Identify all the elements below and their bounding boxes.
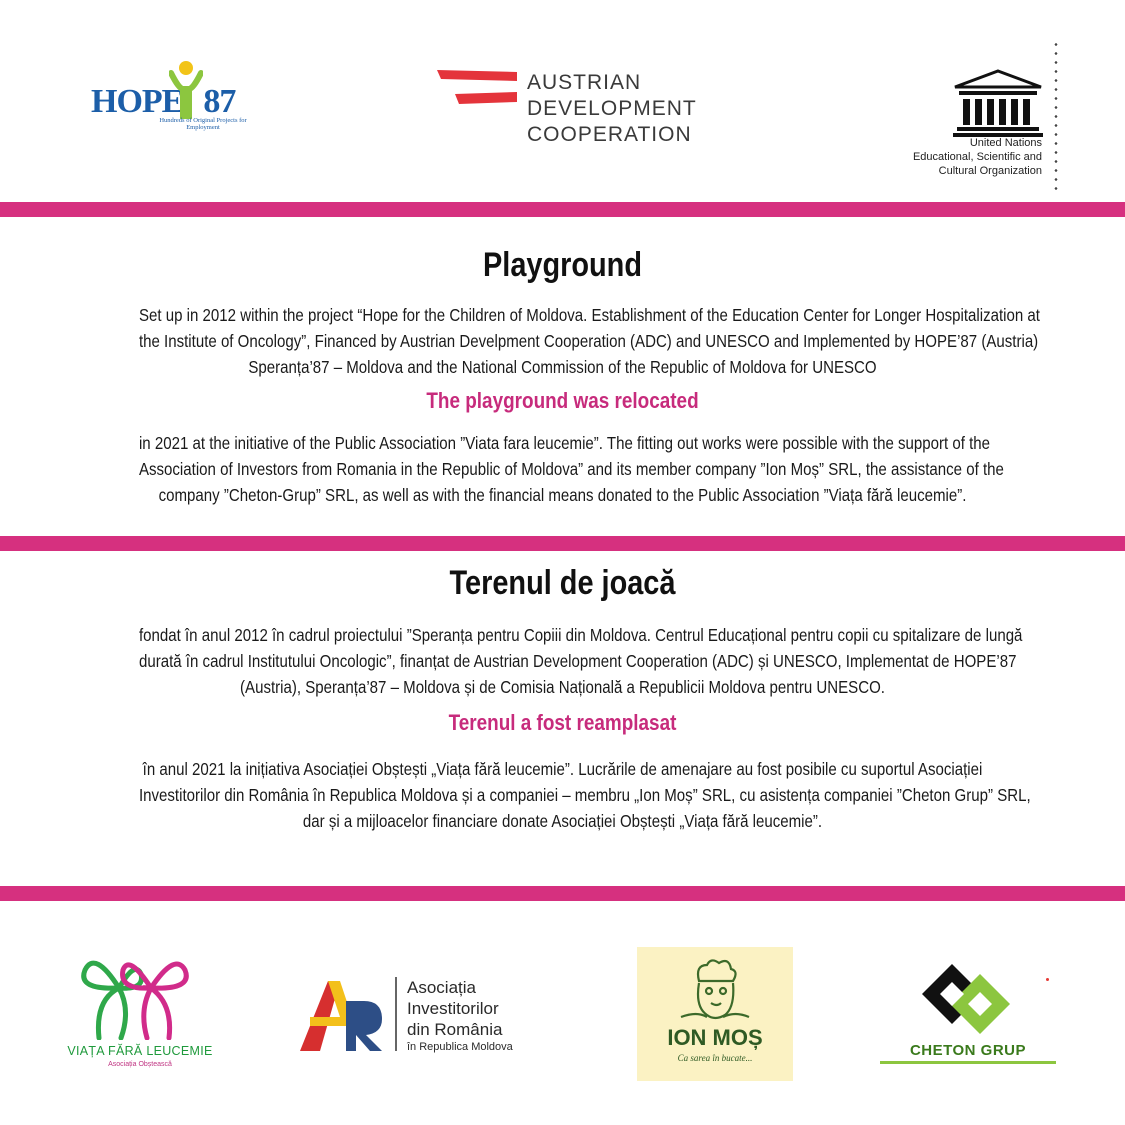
romanian-body: în anul 2021 la inițiativa Asociației Obștești „Viața fără leucemie”. Lucrările de amenajare au fost posibile cu suportul Asociației Investitorilor din România în Republica Moldova și a companiei – membru „Ion Moș” SRL, cu asistența companiei ”Cheton Grup” SRL, dar și a mijloacelor financiare donate Asociației Obștești „Viața fără leucemie”.	[138, 759, 1031, 831]
hope87-wordmark: HOPE 87	[91, 83, 236, 120]
dotted-divider	[1054, 40, 1058, 190]
english-subhead: The playground was relocated	[426, 388, 699, 413]
hope87-figure-icon	[169, 59, 203, 119]
ribbons-icon	[75, 950, 195, 1040]
vfl-name: VIAȚA FĂRĂ LEUCEMIE	[67, 1044, 213, 1058]
cheton-name: CHETON GRUP	[880, 1042, 1056, 1064]
viata-fara-leucemie-logo	[55, 950, 225, 1075]
adc-wordmark: AUSTRIAN DEVELOPMENT COOPERATION	[527, 71, 697, 146]
english-body: in 2021 at the initiative of the Public Association ”Viata fara leucemie”. The fitting out works were possible with the support of the Association of Investors from Romania in the Republic of Moldova” and its member company ”Ion Moș” SRL, the assistance of the company ”Cheton-Grup” SRL, as well as with the financial means donated to the Public Association ”Viața fără leucemie”.	[138, 433, 1004, 505]
ion-mos-slogan: Ca sarea în bucate...	[677, 1053, 753, 1063]
romanian-subhead: Terenul a fost reamplasat	[448, 710, 677, 735]
air-monogram-icon	[300, 981, 385, 1051]
chef-face-icon	[677, 957, 753, 1025]
air-wordmark: Asociația Investitorilor din România în Republica Moldova	[407, 978, 513, 1053]
cheton-dot	[1046, 978, 1049, 981]
vfl-subtitle: Asociația Obștească	[108, 1061, 172, 1068]
divider-top	[0, 202, 1125, 217]
ion-mos-name: ION MOȘ	[667, 1025, 763, 1050]
air-separator	[395, 977, 397, 1051]
divider-middle	[0, 536, 1125, 551]
divider-bottom	[0, 886, 1125, 901]
romanian-title: Terenul de joacă	[449, 564, 676, 602]
ion-mos-logo	[637, 947, 793, 1081]
air-logo	[300, 975, 540, 1055]
hope87-subtitle: Hundreds of Original Projects for Employment	[159, 117, 247, 131]
english-title: Playground	[483, 246, 642, 284]
english-intro: Set up in 2012 within the project “Hope for the Children of Moldova. Establishment of the Education Center for Longer Hospitalization at the Institute of Oncology”, Financed by Austrian Develpment Cooperation (ADC) and UNESCO and Implemented by HOPE’87 (Austria) Speranța’87 – Moldova and the National Commission of the Republic of Moldova for UNESCO	[138, 305, 1040, 377]
cheton-grup-logo	[878, 960, 1058, 1070]
hope87-logo	[85, 55, 265, 145]
austria-flag-icon	[437, 70, 517, 110]
cheton-diamond-icon	[916, 960, 1016, 1038]
adc-logo	[437, 68, 727, 148]
unesco-logo	[895, 40, 1070, 190]
unesco-full-name: United Nations Educational, Scientific and Cultural Organization	[912, 137, 1042, 177]
romanian-intro: fondat în anul 2012 în cadrul proiectului ”Speranța pentru Copiii din Moldova. Centrul Educațional pentru copii cu spitalizare de lungă durată în cadrul Institutului Oncologic”, finanțat de Austrian Development Cooperation (ADC) și UNESCO, Implementat de HOPE’87 (Austria), Speranța’87 – Moldova și de Comisia Națională a Republicii Moldova pentru UNESCO.	[138, 625, 1023, 697]
